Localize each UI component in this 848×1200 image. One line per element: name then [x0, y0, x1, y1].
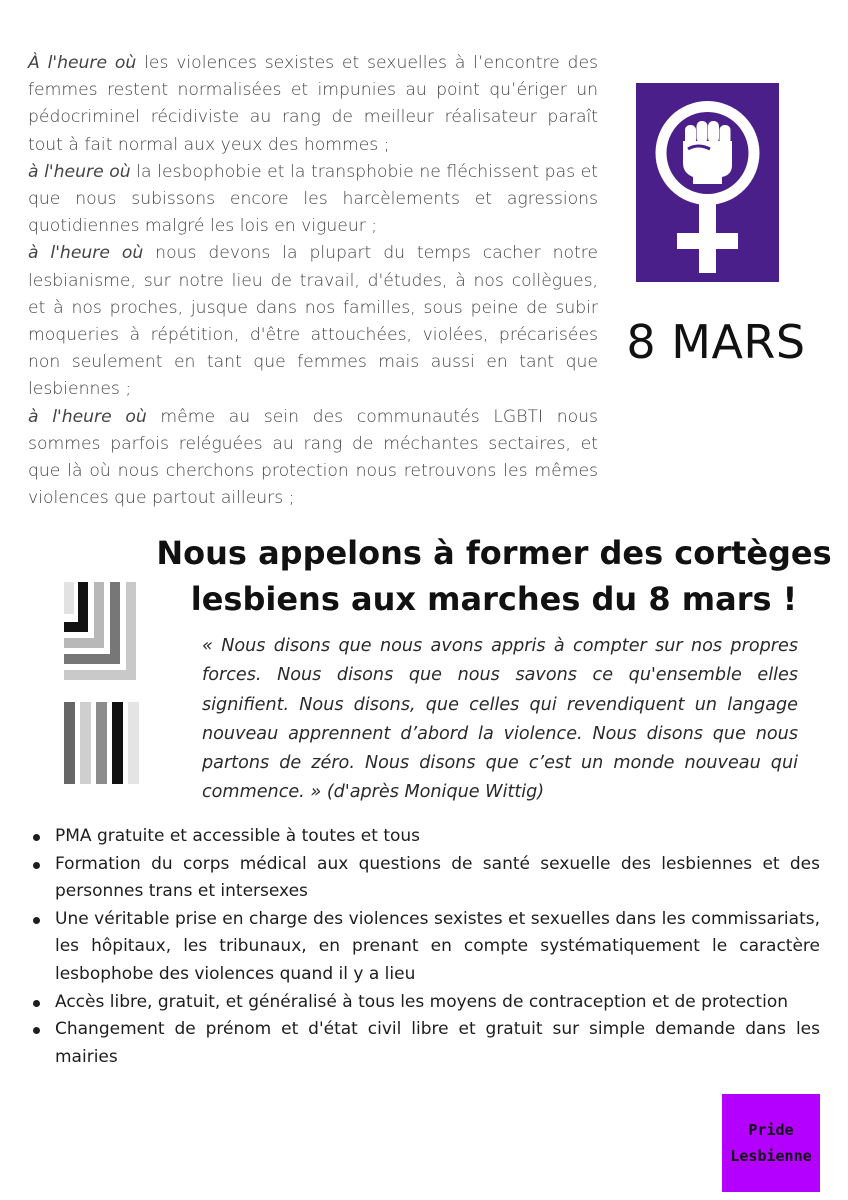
- intro-body: les violences sexistes et sexuelles à l’encontre des femmes restent normalisées et impunies au point qu’ériger un pédocriminel récidiviste au rang de meilleur réalisateur paraît tout à fait normal aux yeux des hommes ;: [28, 53, 598, 155]
- badge-line-2: Lesbienne: [730, 1147, 812, 1165]
- intro-lead: à l'heure où: [28, 406, 147, 427]
- list-item: Accès libre, gratuit, et généralisé à tous les moyens de contraception et de protection: [28, 989, 820, 1017]
- intro-paragraph: [28, 404, 598, 513]
- wittig-quote: « Nous disons que nous avons appris à compter sur nos propres forces. Nous disons que nous savons ce qu'ensemble elles signifient. Nous disons, que celles qui revendiquent un langage nouveau apprennent d’abord la violence. Nous disons que nous partons de zéro. Nous disons que c’est un monde nouveau qui commence. » (d'après Monique Wittig): [202, 636, 798, 803]
- list-item: Formation du corps médical aux questions de santé sexuelle des lesbiennes et des personnes trans et intersexes: [28, 851, 820, 906]
- intro-text: [28, 50, 598, 512]
- headline-line-1: Nous appelons à former des cortèges: [156, 534, 832, 572]
- pride-lesbienne-badge: [722, 1094, 820, 1192]
- list-item: Une véritable prise en charge des violences sexistes et sexuelles dans les commissariats, les hôpitaux, les tribunaux, en prenant en compte systématiquement le caractère lesbophobe des violences quand il y a lieu: [28, 906, 820, 989]
- badge-line-1: Pride: [748, 1121, 794, 1139]
- intro-lead: À l'heure où: [28, 53, 137, 73]
- list-item: Changement de prénom et d'état civil libre et gratuit sur simple demande dans les mairies: [28, 1016, 820, 1071]
- intro-lead: à l'heure où: [28, 161, 131, 182]
- headline: [140, 530, 848, 622]
- intro-body: la lesbophobie et la transphobie ne fléchissent pas et que nous subissons encore les harcèlements et agressions quotidiennes malgré les lois en vigueur ;: [28, 161, 598, 237]
- headline-line-2: lesbiens aux marches du 8 mars !: [190, 580, 798, 618]
- date-label: 8 MARS: [626, 315, 806, 369]
- feminist-logo-graphic: [636, 83, 779, 282]
- labrys-stripes-icon: [58, 582, 148, 786]
- demands-list: [28, 823, 820, 1071]
- intro-lead: à l'heure où: [28, 243, 144, 264]
- intro-body: nous devons la plupart du temps cacher notre lesbianisme, sur notre lieu de travail, d'études, à nos collègues, et à nos proches, jusque dans nos familles, sous peine de subir moqueries à répétition, d'être attouchées, violées, précarisées non seulement en tant que femmes mais aussi en tant que lesbiennes ;: [28, 243, 599, 400]
- list-item: PMA gratuite et accessible à toutes et tous: [28, 823, 820, 851]
- intro-paragraph: [28, 50, 598, 159]
- intro-body: même au sein des communautés LGBTI nous sommes parfois reléguées au rang de méchantes sectaires, et que là où nous cherchons protection nous retrouvons les mêmes violences que partout ailleurs ;: [28, 406, 598, 509]
- intro-paragraph: [28, 159, 598, 241]
- intro-paragraph: [28, 240, 598, 403]
- feminist-fist-venus-icon: [636, 83, 779, 282]
